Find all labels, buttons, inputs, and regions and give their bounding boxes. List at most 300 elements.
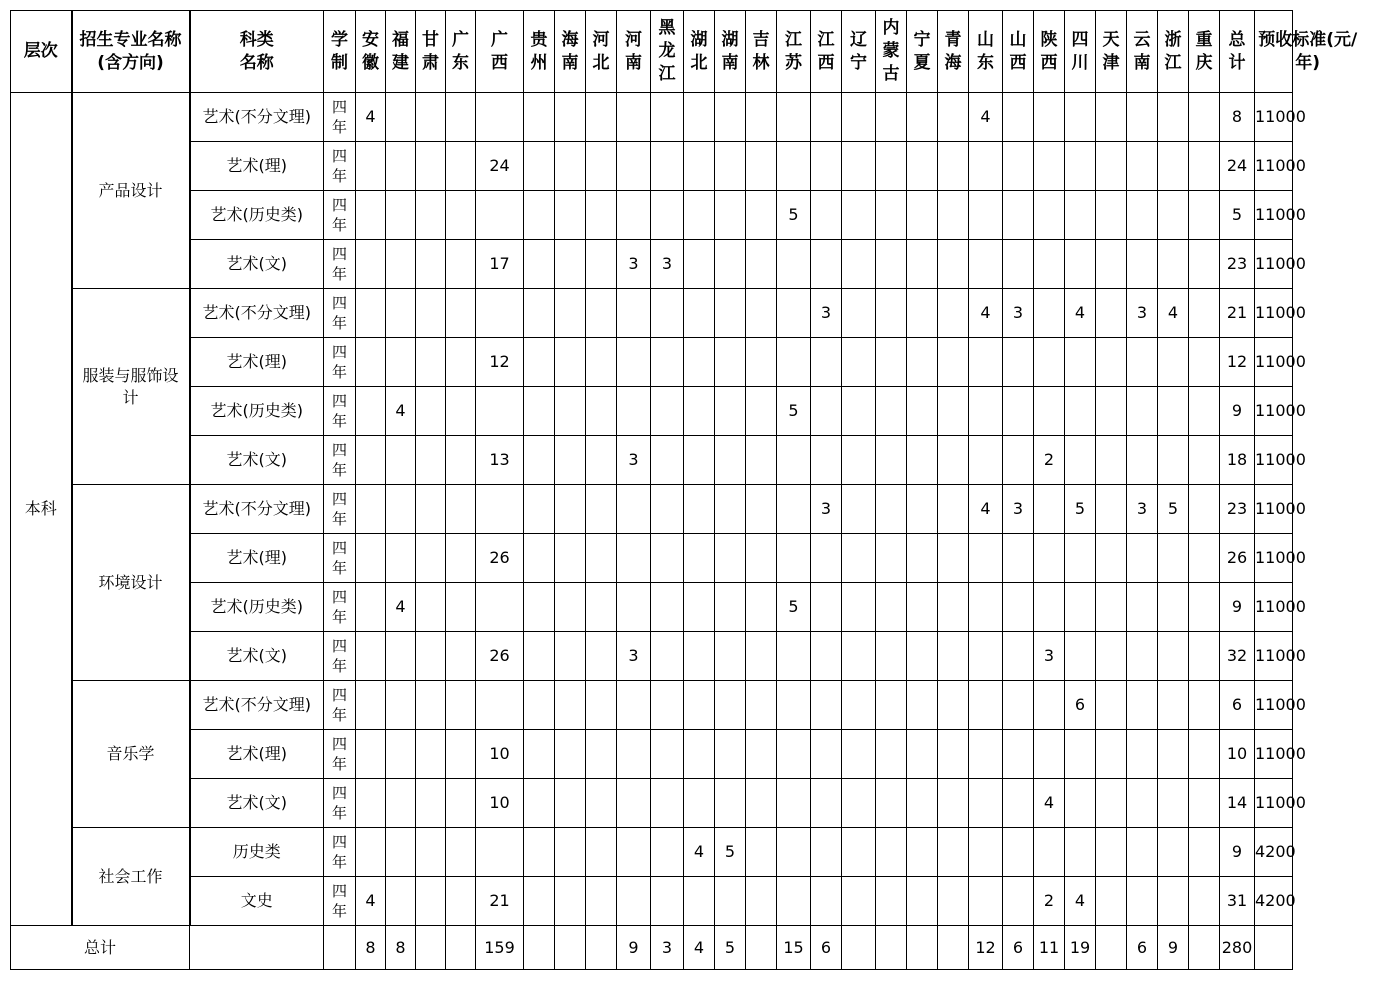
fee-cell: 11000 (1255, 93, 1293, 142)
quota-cell (876, 583, 907, 632)
quota-cell (651, 583, 684, 632)
quota-cell (1189, 877, 1220, 926)
quota-cell (1003, 387, 1034, 436)
quota-cell (1158, 142, 1189, 191)
quota-cell (746, 142, 777, 191)
system-cell: 四年 (324, 485, 356, 534)
quota-cell (684, 191, 715, 240)
quota-cell (476, 828, 524, 877)
quota-cell (1127, 338, 1158, 387)
quota-cell (651, 828, 684, 877)
quota-cell (715, 142, 746, 191)
category-cell: 艺术(文) (190, 779, 324, 828)
quota-cell (1065, 436, 1096, 485)
quota-cell: 5 (1065, 485, 1096, 534)
header-province: 宁夏 (907, 11, 938, 93)
category-cell: 艺术(理) (190, 142, 324, 191)
quota-cell (651, 485, 684, 534)
quota-cell (356, 828, 386, 877)
quota-cell (1096, 828, 1127, 877)
quota-cell (1065, 387, 1096, 436)
quota-cell (555, 681, 586, 730)
quota-cell (1158, 534, 1189, 583)
quota-cell (651, 877, 684, 926)
fee-cell: 11000 (1255, 436, 1293, 485)
quota-cell (524, 338, 555, 387)
table-row (11, 828, 1397, 877)
system-cell: 四年 (324, 436, 356, 485)
quota-cell (386, 730, 416, 779)
quota-cell (842, 779, 876, 828)
grand-total-quota-cell: 6 (811, 926, 842, 970)
table-row (11, 681, 1397, 730)
quota-cell (907, 534, 938, 583)
quota-cell (907, 681, 938, 730)
quota-cell (842, 632, 876, 681)
quota-cell: 6 (1065, 681, 1096, 730)
quota-cell (1065, 534, 1096, 583)
quota-cell (524, 289, 555, 338)
quota-cell (746, 436, 777, 485)
quota-cell (1003, 828, 1034, 877)
quota-cell (938, 485, 969, 534)
quota-cell (446, 93, 476, 142)
quota-cell (969, 583, 1003, 632)
quota-cell (1189, 779, 1220, 828)
quota-cell (876, 534, 907, 583)
row-total-cell: 18 (1220, 436, 1255, 485)
quota-cell (746, 583, 777, 632)
fee-cell: 11000 (1255, 632, 1293, 681)
quota-cell (1189, 387, 1220, 436)
quota-cell (811, 191, 842, 240)
quota-cell (386, 485, 416, 534)
quota-cell (777, 240, 811, 289)
system-cell: 四年 (324, 779, 356, 828)
grand-total-quota-cell (907, 926, 938, 970)
quota-cell (715, 485, 746, 534)
quota-cell (617, 877, 651, 926)
quota-cell (476, 583, 524, 632)
quota-cell (907, 436, 938, 485)
quota-cell (1096, 485, 1127, 534)
quota-cell (1189, 289, 1220, 338)
quota-cell (446, 191, 476, 240)
fee-cell: 11000 (1255, 142, 1293, 191)
grand-total-cell: 280 (1220, 926, 1255, 970)
quota-cell: 13 (476, 436, 524, 485)
grand-total-quota-cell (446, 926, 476, 970)
quota-cell (476, 485, 524, 534)
grand-total-quota-cell: 15 (777, 926, 811, 970)
table-row (11, 142, 1397, 191)
quota-cell (842, 681, 876, 730)
quota-cell (416, 877, 446, 926)
table-row (11, 240, 1397, 289)
quota-cell (524, 632, 555, 681)
system-cell: 四年 (324, 632, 356, 681)
quota-cell (1158, 436, 1189, 485)
quota-cell (1065, 338, 1096, 387)
enrollment-plan-table (10, 10, 1397, 970)
quota-cell (938, 583, 969, 632)
grand-total-quota-cell: 159 (476, 926, 524, 970)
quota-cell (811, 436, 842, 485)
quota-cell (1127, 681, 1158, 730)
quota-cell (876, 93, 907, 142)
quota-cell (842, 877, 876, 926)
quota-cell: 5 (777, 387, 811, 436)
quota-cell (476, 681, 524, 730)
table-header (11, 11, 1397, 93)
quota-cell (416, 681, 446, 730)
system-cell: 四年 (324, 828, 356, 877)
quota-cell: 4 (1034, 779, 1065, 828)
quota-cell (1158, 632, 1189, 681)
header-province: 河北 (586, 11, 617, 93)
quota-cell (446, 240, 476, 289)
quota-cell: 5 (777, 191, 811, 240)
header-province: 湖北 (684, 11, 715, 93)
quota-cell (617, 93, 651, 142)
category-cell: 艺术(文) (190, 632, 324, 681)
table-row (11, 730, 1397, 779)
quota-cell (1127, 387, 1158, 436)
header-province: 吉林 (746, 11, 777, 93)
grand-total-row (11, 926, 1397, 970)
quota-cell (586, 191, 617, 240)
header-category: 科类名称 (190, 11, 324, 93)
quota-cell (1034, 240, 1065, 289)
quota-cell (476, 289, 524, 338)
quota-cell (586, 534, 617, 583)
quota-cell (651, 191, 684, 240)
category-cell: 文史 (190, 877, 324, 926)
row-total-cell: 9 (1220, 828, 1255, 877)
quota-cell (446, 338, 476, 387)
header-major: 招生专业名称(含方向) (72, 11, 190, 93)
quota-cell (684, 289, 715, 338)
grand-total-quota-cell: 8 (386, 926, 416, 970)
header-province: 安徽 (356, 11, 386, 93)
table-row (11, 289, 1397, 338)
quota-cell (842, 191, 876, 240)
quota-cell (1189, 828, 1220, 877)
quota-cell (1003, 191, 1034, 240)
quota-cell: 4 (969, 289, 1003, 338)
quota-cell (715, 877, 746, 926)
header-province: 天津 (1096, 11, 1127, 93)
row-total-cell: 23 (1220, 240, 1255, 289)
quota-cell (1189, 338, 1220, 387)
quota-cell (1158, 828, 1189, 877)
fee-cell: 11000 (1255, 240, 1293, 289)
quota-cell (617, 289, 651, 338)
quota-cell (356, 632, 386, 681)
quota-cell (684, 93, 715, 142)
quota-cell (1034, 142, 1065, 191)
grand-total-fee-cell (1255, 926, 1293, 970)
system-cell: 四年 (324, 338, 356, 387)
quota-cell: 3 (1003, 485, 1034, 534)
quota-cell: 17 (476, 240, 524, 289)
system-cell: 四年 (324, 730, 356, 779)
quota-cell (356, 191, 386, 240)
quota-cell (555, 632, 586, 681)
quota-cell (746, 485, 777, 534)
quota-cell: 3 (617, 632, 651, 681)
row-total-cell: 23 (1220, 485, 1255, 534)
quota-cell (1189, 583, 1220, 632)
quota-cell (876, 142, 907, 191)
category-cell: 艺术(文) (190, 240, 324, 289)
quota-cell (555, 387, 586, 436)
quota-cell (938, 730, 969, 779)
quota-cell (586, 632, 617, 681)
quota-cell (416, 436, 446, 485)
quota-cell (684, 583, 715, 632)
quota-cell (651, 338, 684, 387)
grand-total-quota-cell (586, 926, 617, 970)
quota-cell (876, 485, 907, 534)
header-province: 广西 (476, 11, 524, 93)
quota-cell (586, 730, 617, 779)
quota-cell (907, 779, 938, 828)
quota-cell (842, 387, 876, 436)
quota-cell (356, 240, 386, 289)
quota-cell (555, 93, 586, 142)
quota-cell (938, 779, 969, 828)
quota-cell (386, 142, 416, 191)
quota-cell (907, 877, 938, 926)
quota-cell (746, 779, 777, 828)
blank-category-cell (190, 926, 324, 970)
quota-cell (811, 779, 842, 828)
quota-cell (555, 436, 586, 485)
major-cell: 产品设计 (72, 93, 190, 289)
quota-cell (1189, 485, 1220, 534)
quota-cell (524, 93, 555, 142)
header-province: 广东 (446, 11, 476, 93)
quota-cell (416, 632, 446, 681)
quota-cell (1065, 779, 1096, 828)
quota-cell: 4 (356, 93, 386, 142)
quota-cell (777, 632, 811, 681)
quota-cell (1096, 387, 1127, 436)
quota-cell (651, 387, 684, 436)
quota-cell (1065, 191, 1096, 240)
quota-cell (969, 240, 1003, 289)
quota-cell (777, 289, 811, 338)
quota-cell (524, 534, 555, 583)
quota-cell (1127, 779, 1158, 828)
quota-cell (1127, 877, 1158, 926)
quota-cell (1096, 583, 1127, 632)
quota-cell (617, 485, 651, 534)
quota-cell (1127, 534, 1158, 583)
quota-cell (356, 338, 386, 387)
quota-cell (907, 240, 938, 289)
quota-cell: 4 (386, 583, 416, 632)
category-cell: 艺术(理) (190, 730, 324, 779)
row-total-cell: 32 (1220, 632, 1255, 681)
header-province: 河南 (617, 11, 651, 93)
quota-cell (969, 779, 1003, 828)
quota-cell (746, 681, 777, 730)
quota-cell: 3 (811, 289, 842, 338)
quota-cell: 5 (715, 828, 746, 877)
quota-cell (811, 632, 842, 681)
fee-cell: 4200 (1255, 877, 1293, 926)
quota-cell (1065, 93, 1096, 142)
quota-cell (777, 779, 811, 828)
quota-cell (969, 828, 1003, 877)
table-row (11, 191, 1397, 240)
quota-cell (1158, 730, 1189, 779)
quota-cell (777, 877, 811, 926)
quota-cell (386, 779, 416, 828)
row-total-cell: 21 (1220, 289, 1255, 338)
quota-cell (356, 142, 386, 191)
quota-cell (476, 191, 524, 240)
grand-total-quota-cell (1189, 926, 1220, 970)
quota-cell (842, 93, 876, 142)
quota-cell (684, 240, 715, 289)
category-cell: 艺术(历史类) (190, 387, 324, 436)
quota-cell (715, 93, 746, 142)
table-row (11, 877, 1397, 926)
grand-total-quota-cell: 11 (1034, 926, 1065, 970)
quota-cell (386, 191, 416, 240)
quota-cell (446, 730, 476, 779)
quota-cell (446, 534, 476, 583)
quota-cell: 12 (476, 338, 524, 387)
quota-cell (617, 142, 651, 191)
quota-cell (811, 142, 842, 191)
row-total-cell: 6 (1220, 681, 1255, 730)
system-cell: 四年 (324, 240, 356, 289)
quota-cell (651, 779, 684, 828)
quota-cell (617, 534, 651, 583)
grand-total-quota-cell (842, 926, 876, 970)
quota-cell (555, 338, 586, 387)
level-cell: 本科 (11, 93, 72, 926)
quota-cell (1158, 240, 1189, 289)
category-cell: 艺术(不分文理) (190, 93, 324, 142)
quota-cell (1096, 93, 1127, 142)
grand-total-quota-cell (938, 926, 969, 970)
quota-cell (1096, 142, 1127, 191)
fee-cell: 4200 (1255, 828, 1293, 877)
quota-cell (446, 632, 476, 681)
quota-cell (777, 681, 811, 730)
quota-cell (811, 240, 842, 289)
quota-cell (1003, 142, 1034, 191)
quota-cell (1065, 142, 1096, 191)
quota-cell (416, 93, 446, 142)
quota-cell (586, 289, 617, 338)
major-cell: 服装与服饰设计 (72, 289, 190, 485)
quota-cell (1158, 779, 1189, 828)
quota-cell (969, 387, 1003, 436)
header-province: 黑龙江 (651, 11, 684, 93)
quota-cell (617, 338, 651, 387)
quota-cell (476, 387, 524, 436)
fee-cell: 11000 (1255, 779, 1293, 828)
quota-cell (356, 730, 386, 779)
header-province: 云南 (1127, 11, 1158, 93)
grand-total-quota-cell (876, 926, 907, 970)
header-level: 层次 (11, 11, 72, 93)
row-total-cell: 26 (1220, 534, 1255, 583)
quota-cell (446, 583, 476, 632)
quota-cell (1034, 828, 1065, 877)
header-fee: 预收标准(元/年) (1255, 11, 1293, 93)
quota-cell (1158, 191, 1189, 240)
quota-cell (907, 93, 938, 142)
quota-cell (416, 387, 446, 436)
quota-cell: 4 (1065, 877, 1096, 926)
blank-system-cell (324, 926, 356, 970)
quota-cell (555, 877, 586, 926)
grand-total-quota-cell (1096, 926, 1127, 970)
quota-cell (586, 779, 617, 828)
quota-cell (684, 534, 715, 583)
grand-total-quota-cell: 4 (684, 926, 715, 970)
quota-cell (876, 730, 907, 779)
quota-cell: 3 (1003, 289, 1034, 338)
header-province: 辽宁 (842, 11, 876, 93)
quota-cell (938, 436, 969, 485)
quota-cell (1096, 730, 1127, 779)
quota-cell: 3 (811, 485, 842, 534)
quota-cell: 4 (1158, 289, 1189, 338)
header-total: 总计 (1220, 11, 1255, 93)
quota-cell (1096, 436, 1127, 485)
quota-cell (416, 338, 446, 387)
quota-cell (1158, 681, 1189, 730)
quota-cell (907, 191, 938, 240)
quota-cell (1065, 828, 1096, 877)
quota-cell (524, 240, 555, 289)
quota-cell (446, 387, 476, 436)
quota-cell (684, 485, 715, 534)
quota-cell: 4 (969, 485, 1003, 534)
system-cell: 四年 (324, 387, 356, 436)
quota-cell (938, 338, 969, 387)
quota-cell (416, 142, 446, 191)
quota-cell (356, 436, 386, 485)
quota-cell (746, 730, 777, 779)
quota-cell (386, 828, 416, 877)
quota-cell (524, 387, 555, 436)
quota-cell (1065, 240, 1096, 289)
quota-cell (446, 142, 476, 191)
header-province: 海南 (555, 11, 586, 93)
quota-cell (586, 387, 617, 436)
quota-cell (746, 534, 777, 583)
quota-cell (1096, 632, 1127, 681)
quota-cell (1096, 191, 1127, 240)
quota-cell (524, 583, 555, 632)
quota-cell (938, 93, 969, 142)
table-row (11, 338, 1397, 387)
fee-cell: 11000 (1255, 191, 1293, 240)
quota-cell: 5 (777, 583, 811, 632)
quota-cell (746, 93, 777, 142)
quota-cell (746, 828, 777, 877)
header-province: 江西 (811, 11, 842, 93)
